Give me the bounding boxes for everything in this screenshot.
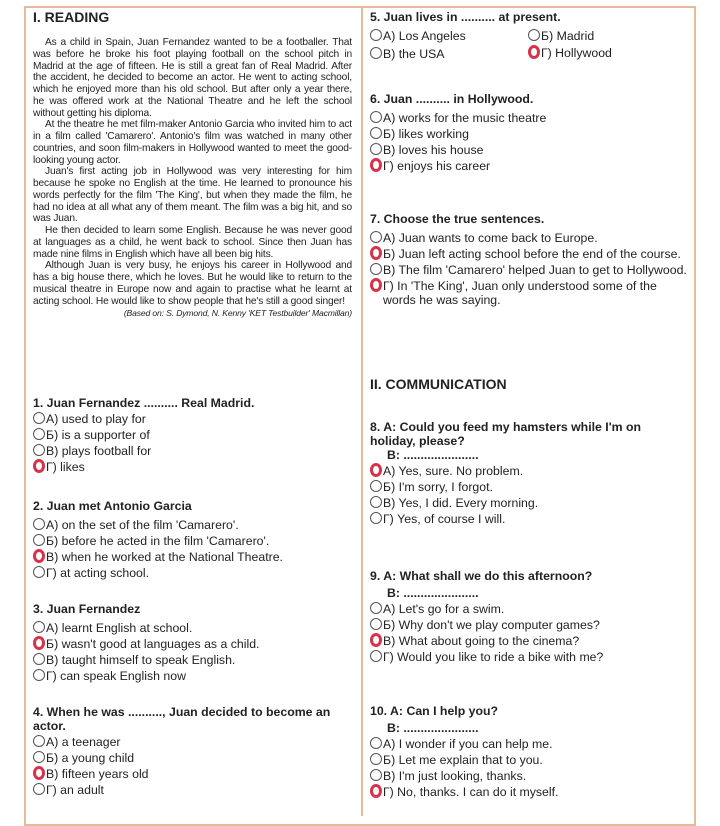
option-label: B) the USA [383, 47, 445, 61]
radio-icon[interactable] [370, 602, 382, 614]
radio-icon[interactable] [370, 127, 382, 139]
radio-icon[interactable] [33, 653, 45, 665]
selected-radio-icon[interactable] [33, 636, 45, 650]
option-label: Г) can speak English now [46, 669, 186, 683]
option-label: A) Juan wants to come back to Europe. [383, 231, 598, 245]
question-title: 8. A: Could you feed my hamsters while I'm on holiday, please? [370, 420, 641, 448]
answer-option[interactable] [33, 749, 353, 765]
paragraph: As a child in Spain, Juan Fernandez wanted to be a footballer. That was before he broke his foot playing football on the school pitch in Madrid at the age of fifteen. He is still a great fan of Real Madrid. After the accident, he decided to become an actor. He went to acting school, which he enjoyed more than his old school. But after only a year there, he was offered work at the National Theatre and he left the school without getting his diploma. [33, 37, 352, 119]
option-label: Г) Would you like to ride a bike with me? [383, 650, 604, 664]
answer-option[interactable] [33, 667, 353, 683]
option-label: Б) Madrid [541, 29, 595, 43]
reading-passage [33, 37, 352, 320]
radio-icon[interactable] [370, 769, 382, 781]
answer-option[interactable] [33, 442, 353, 458]
option-label: Б) likes working [383, 127, 469, 141]
answer-option[interactable] [370, 600, 690, 616]
option-label: Г) Hollywood [541, 46, 612, 60]
selected-radio-icon[interactable] [33, 459, 45, 473]
question-3 [33, 600, 353, 683]
radio-icon[interactable] [370, 263, 382, 275]
answer-option[interactable] [528, 27, 686, 43]
option-label: Г) an adult [46, 783, 104, 797]
radio-icon[interactable] [370, 737, 382, 749]
option-label: Г) likes [46, 460, 85, 474]
answer-option[interactable] [33, 765, 353, 781]
paragraph: He then decided to learn some English. Because he was never good at languages as a child, he went back to school. Since then Juan has made nine films in English which have all been big hits. [33, 225, 352, 260]
option-label: Б) Juan left acting school before the end of the course. [383, 247, 681, 261]
radio-icon[interactable] [370, 29, 382, 41]
radio-icon[interactable] [33, 669, 45, 681]
radio-icon[interactable] [370, 111, 382, 123]
question-7 [370, 210, 690, 307]
option-label: B) I'm just looking, thanks. [383, 769, 527, 783]
radio-icon[interactable] [370, 618, 382, 630]
radio-icon[interactable] [33, 751, 45, 763]
question-6 [370, 90, 690, 173]
option-label: Г) No, thanks. I can do it myself. [383, 785, 559, 799]
selected-radio-icon[interactable] [33, 766, 45, 780]
option-label: Г) enjoys his career [383, 159, 491, 173]
radio-icon[interactable] [370, 47, 382, 59]
question-4 [33, 703, 353, 797]
option-label: A) Yes, sure. No problem. [383, 464, 524, 478]
option-label: Б) is a supporter of [46, 428, 150, 442]
paragraph: Although Juan is very busy, he enjoys his career in Hollywood and has a big house there, which he loves. But he would like to return to the musical theatre in Europe now and again to practise what he learnt at acting school. He would like to show people that he's still a good singer! [33, 260, 352, 307]
option-label: B) fifteen years old [46, 767, 149, 781]
answer-option[interactable] [370, 261, 690, 277]
answer-option[interactable] [33, 426, 353, 442]
option-label: B) loves his house [383, 143, 484, 157]
column-divider [361, 6, 363, 816]
answer-option[interactable] [33, 410, 353, 426]
question-8 [370, 418, 670, 526]
radio-icon[interactable] [370, 480, 382, 492]
question-title: 6. Juan .......... in Hollywood. [370, 92, 534, 106]
answer-option[interactable] [528, 44, 686, 60]
answer-option[interactable] [33, 781, 353, 797]
radio-icon[interactable] [370, 650, 382, 662]
selected-radio-icon[interactable] [528, 45, 540, 59]
response-prompt: B: ...................... [387, 721, 479, 735]
question-10 [370, 702, 690, 799]
radio-icon[interactable] [370, 753, 382, 765]
question-title: 9. A: What shall we do this afternoon? [370, 569, 593, 583]
question-9 [370, 567, 690, 664]
answer-option[interactable] [33, 458, 353, 474]
option-label: B) The film 'Camarero' helped Juan to get to Hollywood. [383, 263, 687, 277]
option-label: B) Yes, I did. Every morning. [383, 496, 539, 510]
answer-option[interactable] [370, 648, 690, 664]
communication-heading: II. COMMUNICATION [370, 376, 507, 392]
selected-radio-icon[interactable] [370, 784, 382, 798]
option-label: A) works for the music theatre [383, 111, 547, 125]
option-label: A) I wonder if you can help me. [383, 737, 553, 751]
answer-option[interactable] [33, 651, 353, 667]
answer-option[interactable] [370, 45, 528, 61]
option-label: Г) Yes, of course I will. [383, 512, 506, 526]
answer-option[interactable] [370, 109, 690, 125]
answer-option[interactable] [370, 735, 690, 751]
question-title: 10. A: Can I help you? [370, 704, 498, 718]
radio-icon[interactable] [33, 444, 45, 456]
answer-option[interactable] [370, 157, 690, 173]
radio-icon[interactable] [370, 496, 382, 508]
option-label: A) used to play for [46, 412, 146, 426]
selected-radio-icon[interactable] [370, 158, 382, 172]
question-title: 1. Juan Fernandez .......... Real Madrid. [33, 396, 255, 410]
selected-radio-icon[interactable] [370, 463, 382, 477]
answer-option[interactable] [370, 27, 528, 43]
selected-radio-icon[interactable] [370, 246, 382, 260]
radio-icon[interactable] [33, 735, 45, 747]
answer-option[interactable] [370, 141, 690, 157]
answer-option[interactable] [370, 478, 670, 494]
answer-option[interactable] [370, 125, 690, 141]
answer-option[interactable] [370, 277, 690, 307]
option-label: A) learnt English at school. [46, 621, 193, 635]
radio-icon[interactable] [33, 783, 45, 795]
option-label: B) What about going to the cinema? [383, 634, 580, 648]
question-title: 3. Juan Fernandez [33, 602, 141, 616]
selected-radio-icon[interactable] [370, 633, 382, 647]
radio-icon[interactable] [370, 231, 382, 243]
answer-option[interactable] [370, 783, 690, 799]
question-5 [370, 8, 690, 62]
answer-option[interactable] [370, 494, 670, 510]
radio-icon[interactable] [370, 512, 382, 524]
answer-option[interactable] [370, 767, 690, 783]
option-label: A) Let's go for a swim. [383, 602, 505, 616]
answer-option[interactable] [370, 229, 690, 245]
option-label: Б) before he acted in the film 'Camarero'. [46, 534, 270, 548]
option-label: B) plays football for [46, 444, 152, 458]
question-1 [33, 394, 353, 474]
option-label: B) when he worked at the National Theatre. [46, 550, 283, 564]
radio-icon[interactable] [370, 143, 382, 155]
answer-option[interactable] [370, 462, 670, 478]
answer-option[interactable] [370, 616, 690, 632]
radio-icon[interactable] [528, 29, 540, 41]
reading-heading: I. READING [33, 9, 110, 25]
option-label: Г) at acting school. [46, 566, 150, 580]
radio-icon[interactable] [33, 518, 45, 530]
option-label: Б) Let me explain that to you. [383, 753, 543, 767]
source-citation: (Based on: S. Dymond, N. Kenny 'KET Testbuilder' Macmillan) [123, 308, 352, 319]
paragraph: Juan's first acting job in Hollywood was very interesting for him because he spoke no English at the time. He learned to pronounce his words perfectly for the film 'The King', but when they made the film, he had no idea at all what any of them meant. The film was a big hit, and so was Juan. [33, 166, 352, 225]
question-title: 4. When he was .........., Juan decided to become an actor. [33, 705, 331, 733]
option-label: Г) In 'The King', Juan only understood some of the words he was saying. [383, 279, 657, 307]
answer-option[interactable] [370, 751, 690, 767]
answer-option[interactable] [33, 733, 353, 749]
option-label: Б) Why don't we play computer games? [383, 618, 600, 632]
answer-option[interactable] [33, 516, 353, 532]
answer-option[interactable] [370, 632, 690, 648]
answer-option[interactable] [33, 635, 353, 651]
question-title: 2. Juan met Antonio Garcia [33, 499, 192, 513]
paragraph: At the theatre he met film-maker Antonio Garcia who invited him to act in a film called 'Camarero'. Antonio's film was watched in many other countries, and soon film-makers in Hollywood wanted to meet the good-looking young actor. [33, 119, 352, 166]
response-prompt: B: ...................... [387, 586, 479, 600]
radio-icon[interactable] [33, 412, 45, 424]
answer-option[interactable] [370, 245, 690, 261]
radio-icon[interactable] [33, 566, 45, 578]
answer-option[interactable] [33, 532, 353, 548]
selected-radio-icon[interactable] [33, 549, 45, 563]
radio-icon[interactable] [33, 534, 45, 546]
question-2 [33, 497, 353, 580]
option-label: B) taught himself to speak English. [46, 653, 236, 667]
selected-radio-icon[interactable] [370, 278, 382, 292]
answer-option[interactable] [370, 510, 670, 526]
option-label: Б) a young child [46, 751, 135, 765]
option-label: A) a teenager [46, 735, 121, 749]
question-title: 7. Choose the true sentences. [370, 212, 545, 226]
question-title: 5. Juan lives in .......... at present. [370, 10, 561, 24]
option-label: A) on the set of the film 'Camarero'. [46, 518, 239, 532]
option-label: Б) wasn't good at languages as a child. [46, 637, 260, 651]
option-label: Б) I'm sorry, I forgot. [383, 480, 493, 494]
option-label: A) Los Angeles [383, 29, 466, 43]
response-prompt: B: ...................... [387, 448, 479, 462]
answer-option[interactable] [33, 619, 353, 635]
radio-icon[interactable] [33, 621, 45, 633]
answer-option[interactable] [33, 564, 353, 580]
answer-option[interactable] [33, 548, 353, 564]
radio-icon[interactable] [33, 428, 45, 440]
